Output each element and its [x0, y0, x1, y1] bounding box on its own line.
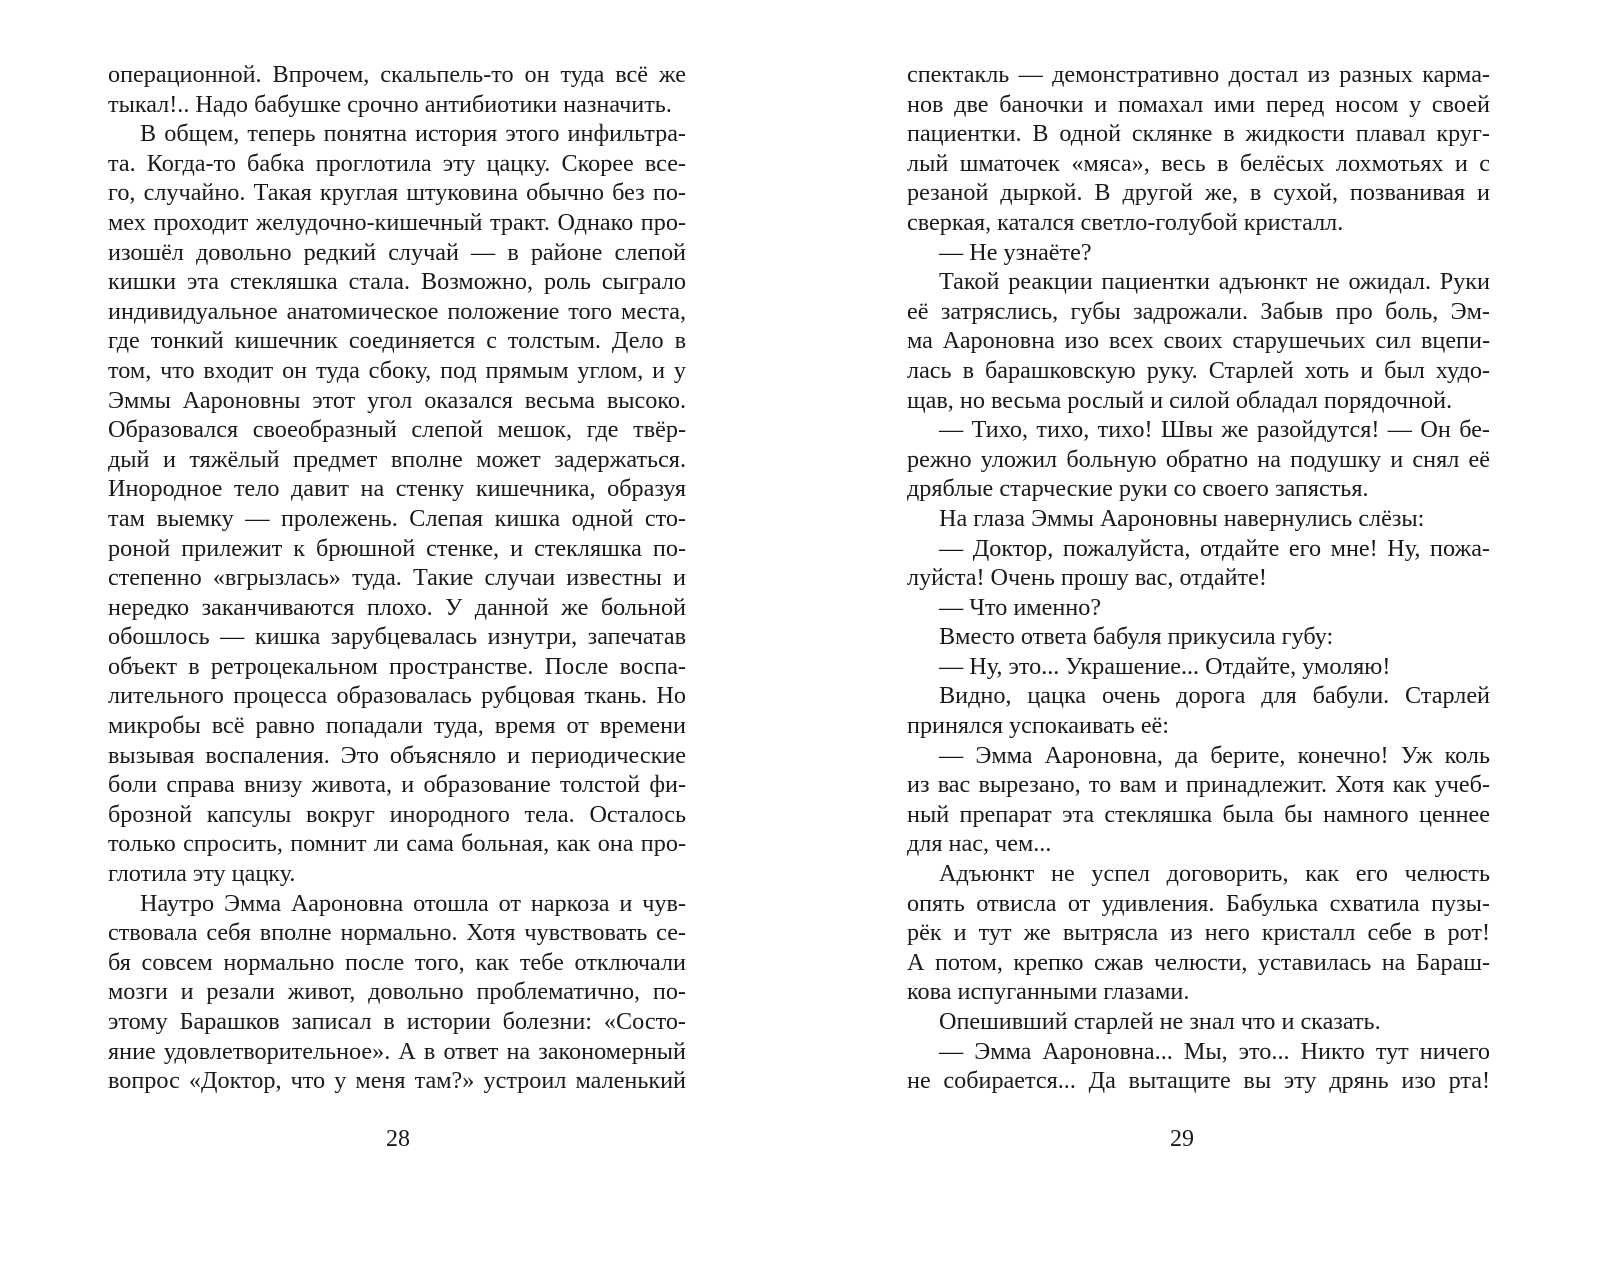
- text-line: опять отвисла от удивления. Бабулька схватила пузы-: [907, 889, 1490, 917]
- text-line: режно уложил больную обратно на подушку и снял её: [907, 445, 1490, 473]
- text-line: го, случайно. Такая круглая штуковина обычно без по-: [108, 179, 686, 207]
- text-line: Адъюнкт не успел договорить, как его челюсть: [939, 860, 1490, 888]
- text-line: вызывая воспаления. Это объясняло и периодические: [108, 741, 686, 769]
- text-line: тыкал!.. Надо бабушке срочно антибиотики назначить.: [108, 90, 672, 118]
- text-line: — Эмма Аароновна... Мы, это... Никто тут ничего: [939, 1037, 1490, 1065]
- text-line: дый и тяжёлый предмет вполне может задержаться.: [108, 445, 686, 473]
- text-line: В общем, теперь понятна история этого инфильтра-: [140, 120, 686, 148]
- text-line: сверкая, катался светло-голубой кристалл.: [907, 208, 1344, 236]
- text-line: принялся успокаивать её:: [907, 712, 1170, 740]
- text-line: — Не узнаёте?: [939, 238, 1092, 266]
- text-line: нов две баночки и помахал ими перед носом у своей: [907, 90, 1490, 118]
- text-line: мозги и резали живот, довольно проблематично, по-: [108, 978, 686, 1006]
- text-line: ствовала себя вполне нормально. Хотя чувствовать се-: [108, 919, 686, 947]
- left-page-text: [108, 60, 686, 1096]
- text-line: только спросить, помнит ли сама больная, как она про-: [108, 830, 686, 858]
- text-line: кова испуганными глазами.: [907, 978, 1190, 1006]
- text-line: кишки эта стекляшка стала. Возможно, роль сыграло: [108, 268, 686, 296]
- text-line: вопрос «Доктор, что у меня там?» устроил маленький: [108, 1067, 686, 1095]
- text-line: спектакль — демонстративно достал из разных карма-: [907, 61, 1490, 88]
- text-line: щав, но весьма рослый и силой обладал порядочной.: [907, 386, 1453, 414]
- text-line: лительного процесса образовалась рубцовая ткань. Но: [108, 682, 686, 710]
- text-line: для нас, чем...: [907, 830, 1052, 858]
- text-line: Наутро Эмма Аароновна отошла от наркоза и чув-: [140, 889, 686, 917]
- text-line: рёк и тут же вытрясла из него кристалл себе в рот!: [907, 919, 1490, 947]
- text-line: Опешивший старлей не знал что и сказать.: [939, 1008, 1381, 1035]
- text-line: этому Барашков записал в истории болезни: «Состо-: [108, 1008, 686, 1035]
- text-line: дряблые старческие руки со своего запястья.: [907, 475, 1369, 503]
- left-page-number: 28: [386, 1126, 410, 1152]
- text-line: пациентки. В одной склянке в жидкости плавал круг-: [907, 120, 1490, 148]
- text-line: микробы всё равно попадали туда, время от времени: [108, 712, 686, 740]
- text-line: объект в ретроцекальном пространстве. После воспа-: [108, 652, 686, 680]
- text-line: А потом, крепко сжав челюсти, уставилась на Бараш-: [907, 948, 1490, 976]
- text-line: там выемку — пролежень. Слепая кишка одной сто-: [108, 504, 686, 532]
- text-line: обошлось — кишка зарубцевалась изнутри, запечатав: [108, 623, 686, 651]
- text-line: не собирается... Да вытащите вы эту дрянь изо рта!: [907, 1067, 1490, 1095]
- text-line: яние удовлетворительное». А в ответ на закономерный: [108, 1037, 686, 1065]
- text-line: — Эмма Аароновна, да берите, конечно! Уж коль: [939, 741, 1490, 769]
- text-line: — Тихо, тихо, тихо! Швы же разойдутся! — Он бе-: [939, 416, 1490, 444]
- text-line: луйста! Очень прошу вас, отдайте!: [907, 564, 1267, 592]
- text-line: лый шматочек «мяса», весь в белёсых лохмотьях и с: [907, 149, 1490, 177]
- text-line: Вместо ответа бабуля прикусила губу:: [939, 623, 1334, 651]
- text-line: бя совсем нормально после того, как тебе отключали: [108, 948, 686, 976]
- text-line: Инородное тело давит на стенку кишечника, образуя: [108, 475, 686, 503]
- text-line: степенно «вгрызлась» туда. Такие случаи известны и: [108, 564, 686, 592]
- text-line: где тонкий кишечник соединяется с толстым. Дело в: [108, 327, 686, 355]
- text-line: мех проходит желудочно-кишечный тракт. Однако про-: [108, 208, 686, 236]
- text-line: — Что именно?: [939, 593, 1102, 621]
- right-page: [800, 0, 1600, 1262]
- text-line: из вас вырезано, то вам и принадлежит. Хотя как учеб-: [907, 771, 1490, 799]
- text-line: индивидуальное анатомическое положение того места,: [108, 297, 686, 325]
- text-line: Такой реакции пациентки адъюнкт не ожидал. Руки: [939, 268, 1490, 296]
- text-line: та. Когда-то бабка проглотила эту цацку. Скорее все-: [108, 149, 686, 177]
- right-page-number: 29: [1170, 1126, 1194, 1152]
- text-line: изошёл довольно редкий случай — в районе слепой: [108, 238, 686, 266]
- text-line: Образовался своеобразный слепой мешок, где твёр-: [108, 416, 686, 444]
- text-line: роной прилежит к брюшной стенке, и стекляшка по-: [108, 534, 686, 562]
- text-line: Видно, цацка очень дорога для бабули. Старлей: [939, 682, 1490, 710]
- text-line: нередко заканчиваются плохо. У данной же больной: [108, 593, 686, 621]
- text-line: На глаза Эммы Аароновны навернулись слёзы:: [939, 504, 1425, 532]
- text-line: лась в барашковскую руку. Старлей хоть и был худо-: [907, 356, 1490, 384]
- text-line: её затряслись, губы задрожали. Забыв про боль, Эм-: [907, 297, 1490, 325]
- text-line: боли справа внизу живота, и образование толстой фи-: [108, 771, 686, 799]
- text-line: резаной дыркой. В другой же, в сухой, позванивая и: [907, 179, 1490, 207]
- text-line: — Доктор, пожалуйста, отдайте его мне! Ну, пожа-: [939, 534, 1490, 562]
- text-line: Эммы Аароновны этот угол оказался весьма высоко.: [108, 386, 686, 414]
- text-line: том, что входит он туда сбоку, под прямым углом, и у: [108, 356, 686, 384]
- text-line: — Ну, это... Украшение... Отдайте, умоляю!: [939, 652, 1391, 680]
- text-line: ный препарат эта стекляшка была бы намного ценнее: [907, 800, 1490, 828]
- text-line: глотила эту цацку.: [108, 860, 296, 888]
- text-line: брозной капсулы вокруг инородного тела. Осталось: [108, 800, 686, 828]
- text-line: ма Аароновна изо всех своих старушечьих сил вцепи-: [907, 327, 1490, 355]
- right-page-text: [907, 60, 1490, 1096]
- text-line: операционной. Впрочем, скальпель-то он туда всё же: [108, 61, 686, 88]
